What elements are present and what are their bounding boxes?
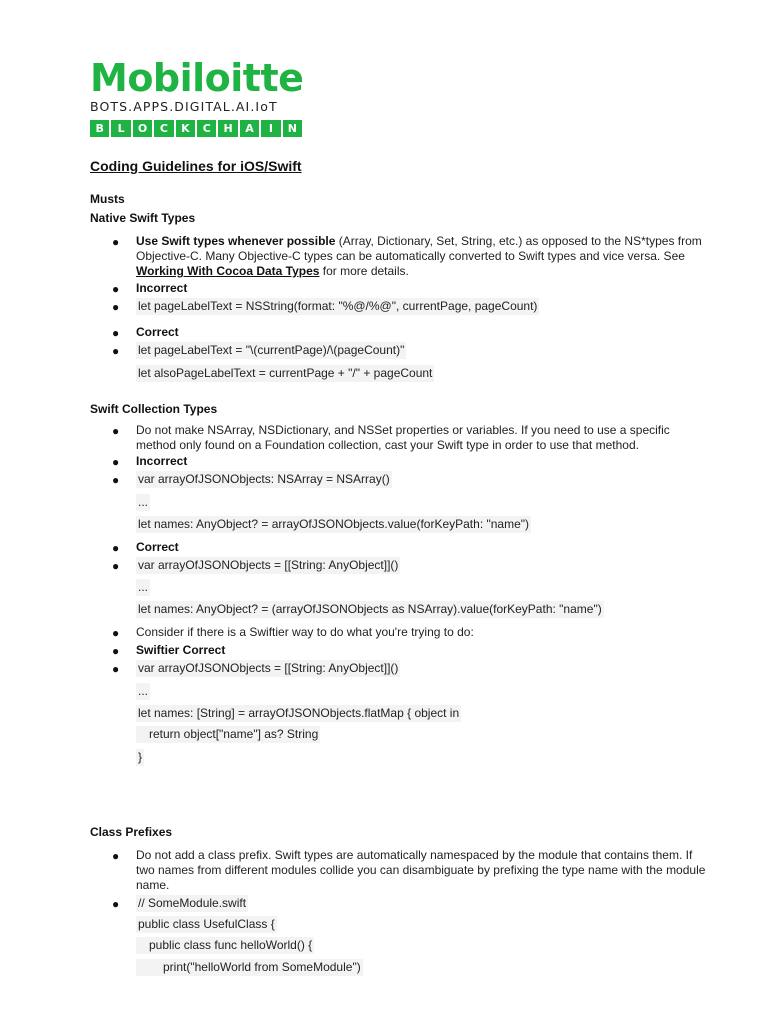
mobiloitte-logo — [90, 58, 302, 137]
logo-blockchain-strip — [90, 120, 302, 137]
logo-letter: I — [261, 120, 280, 137]
collection-swiftier-code-4: return object["name"] as? String — [136, 726, 320, 743]
bullet-dot: ● — [112, 300, 120, 314]
native-b1-bold: Use Swift types whenever possible — [136, 234, 336, 248]
collection-swiftier-code-5: } — [138, 750, 143, 764]
prefix-code-4: print("helloWorld from SomeModule") — [136, 959, 363, 976]
collection-correct-label: Correct — [136, 540, 179, 554]
bullet-dot: ● — [112, 344, 120, 358]
collection-swiftier-code-3: let names: [String] = arrayOfJSONObjects.flatMap { object in — [138, 706, 460, 720]
logo-letter: N — [283, 120, 302, 137]
collection-incorrect-code-2: ... — [138, 495, 149, 509]
bullet-dot: ● — [112, 626, 120, 640]
bullet-dot: ● — [112, 326, 120, 340]
collection-bullet-1: Do not make NSArray, NSDictionary, and NSSet properties or variables. If you need to use a specific method only found on a Foundation collection, cast your Swift type in order to use that method. — [136, 423, 670, 452]
collection-swiftier-label: Swiftier Correct — [136, 643, 226, 657]
bullet-dot: ● — [112, 559, 120, 573]
prefix-code-1: // SomeModule.swift — [138, 896, 247, 910]
logo-letter: K — [176, 120, 195, 137]
bullet-dot: ● — [112, 235, 120, 249]
page-title: Coding Guidelines for iOS/Swift — [90, 158, 302, 174]
native-correct-code-1: let pageLabelText = "\(currentPage)/\(pageCount)" — [138, 343, 405, 357]
collection-swiftier-code-2: ... — [138, 684, 149, 698]
logo-letter: L — [111, 120, 130, 137]
logo-letter: B — [90, 120, 109, 137]
bullet-dot: ● — [112, 282, 120, 296]
logo-wordmark: Mobiloitte — [90, 56, 304, 100]
bullet-dot: ● — [112, 455, 120, 469]
bullet-dot: ● — [112, 644, 120, 658]
bullet-dot: ● — [112, 424, 120, 438]
class-prefixes-heading: Class Prefixes — [90, 825, 173, 839]
collection-correct-code-2: ... — [138, 580, 149, 594]
native-incorrect-code: let pageLabelText = NSString(format: "%@/%@", currentPage, pageCount) — [138, 299, 538, 313]
collection-correct-code-3: let names: AnyObject? = (arrayOfJSONObjects as NSArray).value(forKeyPath: "name") — [138, 602, 602, 616]
collection-incorrect-code-3: let names: AnyObject? = arrayOfJSONObjects.value(forKeyPath: "name") — [138, 517, 530, 531]
collection-consider: Consider if there is a Swiftier way to do what you're trying to do: — [136, 625, 474, 639]
logo-letter: C — [197, 120, 216, 137]
bullet-dot: ● — [112, 662, 120, 676]
native-bullet-1 — [136, 234, 708, 279]
logo-letter: O — [133, 120, 152, 137]
cocoa-data-types-link[interactable]: Working With Cocoa Data Types — [136, 264, 320, 278]
logo-letter: A — [240, 120, 259, 137]
native-correct-code-2: let alsoPageLabelText = currentPage + "/" + pageCount — [138, 366, 433, 380]
native-b1-tail: for more details. — [319, 264, 409, 278]
musts-heading: Musts — [90, 192, 125, 206]
bullet-dot: ● — [112, 897, 120, 911]
logo-letter: C — [154, 120, 173, 137]
prefix-bullet-1: Do not add a class prefix. Swift types are automatically namespaced by the module that contains them. If two names from different modules collide you can disambiguate by prefixing the type name with the module name. — [136, 848, 706, 892]
native-types-heading: Native Swift Types — [90, 211, 196, 225]
logo-tagline: BOTS.APPS.DIGITAL.AI.IoT — [90, 99, 278, 114]
collection-incorrect-code-1: var arrayOfJSONObjects: NSArray = NSArray() — [138, 472, 390, 486]
bullet-dot: ● — [112, 473, 120, 487]
native-incorrect-label: Incorrect — [136, 281, 188, 295]
bullet-dot: ● — [112, 849, 120, 863]
bullet-dot: ● — [112, 541, 120, 555]
collection-incorrect-label: Incorrect — [136, 454, 188, 468]
logo-letter: H — [218, 120, 237, 137]
collection-correct-code-1: var arrayOfJSONObjects = [[String: AnyObject]]() — [138, 558, 399, 572]
native-correct-label: Correct — [136, 325, 179, 339]
collection-types-heading: Swift Collection Types — [90, 402, 218, 416]
prefix-code-3: public class func helloWorld() { — [136, 937, 314, 954]
prefix-code-2: public class UsefulClass { — [138, 917, 275, 931]
collection-swiftier-code-1: var arrayOfJSONObjects = [[String: AnyObject]]() — [138, 661, 399, 675]
native-b1-text: (Array, Dictionary, Set, String, etc.) as opposed to the NS*types from Objective-C. Many Objective-C types can be automatically converted to Swift types and vice versa. See — [136, 234, 702, 263]
